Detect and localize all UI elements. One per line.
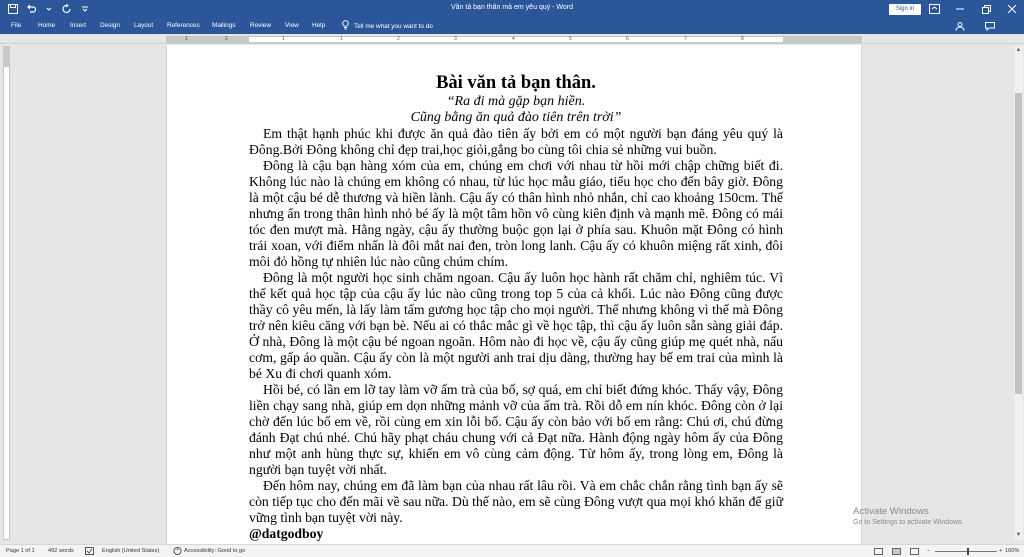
lightbulb-icon: [342, 20, 349, 32]
tab-references[interactable]: References: [167, 22, 200, 29]
minimize-icon[interactable]: [954, 2, 966, 16]
activate-windows-title: Activate Windows: [853, 506, 929, 517]
activate-windows-hint: Go to Settings to activate Windows.: [853, 519, 964, 526]
tell-me-label: Tell me what you want to do: [354, 22, 433, 30]
ruler-mark: 3: [454, 36, 457, 42]
read-mode-icon[interactable]: [874, 548, 883, 555]
ruler-mark: 1: [340, 36, 343, 42]
zoom-slider[interactable]: [935, 551, 997, 552]
scrollbar-thumb[interactable]: [1015, 93, 1022, 394]
ruler-left-margin: [167, 37, 249, 42]
window-controls: [928, 2, 1018, 16]
accessibility-icon: [173, 547, 182, 557]
ruler-mark: 2: [397, 36, 400, 42]
comments-icon[interactable]: [983, 20, 997, 33]
tab-design[interactable]: Design: [100, 22, 120, 29]
web-layout-icon[interactable]: [910, 548, 919, 555]
vertical-ruler[interactable]: [3, 46, 10, 540]
ruler-mark: 8: [741, 36, 744, 42]
paragraph: Đông là cậu bạn hàng xóm của em, chúng em chơi với nhau từ hồi mới chập chững biết đi. Không lúc nào là chúng em không có nhau, từ lúc học mẫu giáo, tiểu học cho đến bây giờ. Đông là một cậu bé dễ thương và hiền lành. Cậu ấy có thân hình nhỏ nhắn, chỉ cao khoảng 150cm. Thế nhưng ẩn trong thân hình nhỏ bé ấy là một tâm hồn vô cùng kiên định và mạnh mẽ. Đông có mái tóc đen mượt mà. Hằng ngày, cậu ấy thường buộc gọn lại ở phía sau. Khuôn mặt Đông có hình trái xoan, với điểm nhấn là đôi mắt nai đen, tròn long lanh. Cậu ấy có khuôn miệng rất xinh, đôi môi đỏ hồng tự nhiên lúc nào cũng chúm chím.: [249, 158, 783, 269]
ruler-mark: 5: [569, 36, 572, 42]
zoom-in-icon[interactable]: +: [999, 548, 1003, 554]
vertical-scrollbar[interactable]: [1014, 46, 1023, 540]
document-page[interactable]: [166, 45, 862, 544]
accessibility-status[interactable]: Accessibility: Good to go: [184, 548, 246, 554]
tab-home[interactable]: Home: [38, 22, 56, 29]
zoom-out-icon[interactable]: −: [927, 548, 931, 554]
quote-line: Cũng bằng ăn quả đào tiên trên trời”: [410, 110, 622, 125]
ruler-mark: 1: [282, 36, 285, 42]
close-icon[interactable]: [1006, 2, 1018, 16]
quote-line: “Ra đi mà gặp bạn hiền.: [446, 94, 586, 109]
paragraph: Đông là một người học sinh chăm ngoan. Cậu ấy luôn học hành rất chăm chỉ, nghiêm túc. Vì thế kết quả học tập của cậu ấy lúc nào cũng trong top 5 của cả khối. Lúc nào Đông cũng được thầy cô yêu mến, là lấy làm tấm gương học tập cho mọi người. Thế nhưng không vì thế mà Đông trở nên kiêu căng với bạn bè. Nếu ai có thắc mắc gì về học tập, thì cậu ấy luôn sẵn sàng giải đáp. Ở nhà, Đông là một cậu bé ngoan ngoãn. Hôm nào đi học về, cậu ấy cũng giúp mẹ quét nhà, nấu cơm, gấp áo quần. Cậu ấy còn là một người anh trai dịu dàng, thường hay bế em trai của mình là bé Xu đi chơi quanh xóm.: [249, 270, 783, 381]
word-count[interactable]: 492 words: [48, 548, 74, 554]
ruler-mark: 4: [512, 36, 515, 42]
tab-insert[interactable]: Insert: [70, 22, 86, 29]
paragraph: Em thật hạnh phúc khi được ăn quả đào tiên ấy bởi em có một người bạn đáng yêu quý là Đông.Bởi Đông không chỉ đẹp trai,học giỏi,gắng bo cùng tôi chia sẻ những vui buồn.: [249, 126, 783, 157]
page-count[interactable]: Page 1 of 1: [6, 548, 35, 554]
ruler-mark: 7: [684, 36, 687, 42]
paragraph: Đến hôm nay, chúng em đã làm bạn của nhau rất lâu rồi. Và em chắc chắn rằng tình bạn ấy sẽ còn tiếp tục cho đến mãi về sau nữa. Dù thế nào, em sẽ cùng Đông vượt qua mọi khó khăn để giữ vững tình bạn tuyệt vời này.: [249, 478, 783, 525]
scroll-up-icon[interactable]: ▲: [1015, 47, 1022, 53]
ruler-mark: 1: [185, 36, 188, 42]
paragraph: Hồi bé, có lần em lỡ tay làm vỡ ấm trà của bố, sợ quá, em chỉ biết đứng khóc. Thấy vậy, Đông liền chạy sang nhà, giúp em dọn những mảnh vỡ của ấm trà. Rồi dỗ em nín khóc. Đông còn ở lại chờ đến lúc bố em về, rồi cùng em xin lỗi bố. Cậu ấy còn bảo với bố em rằng: Chú ơi, chú đừng đánh Đạt chú nhé. Chú hãy phạt cháu chung với cả Đạt nữa. Hành động ngày hôm ấy của Đông như một anh hùng thực sự, khiến em vô cùng cảm động. Từ hôm ấy, trong lòng em, Đông là người bạn tuyệt vời nhất.: [249, 382, 783, 477]
proofing-icon[interactable]: [85, 547, 94, 557]
status-bar: [0, 544, 1024, 557]
ruler-mark: 6: [626, 36, 629, 42]
essay-title: Bài văn tả bạn thân.: [436, 73, 596, 93]
signature: @datgodboy: [249, 526, 324, 541]
restore-icon[interactable]: [980, 2, 992, 16]
print-layout-icon[interactable]: [892, 548, 901, 555]
scroll-down-icon[interactable]: ▼: [1015, 532, 1022, 538]
tab-file[interactable]: File: [11, 22, 22, 29]
tab-layout[interactable]: Layout: [134, 22, 154, 29]
tab-view[interactable]: View: [285, 22, 299, 29]
ribbon-display-options-icon[interactable]: [928, 2, 940, 16]
zoom-level[interactable]: 160%: [1005, 548, 1020, 554]
tell-me-search[interactable]: [342, 20, 433, 32]
tab-mailings[interactable]: Mailings: [212, 22, 236, 29]
horizontal-ruler[interactable]: [166, 36, 862, 43]
language-indicator[interactable]: English (United States): [102, 548, 160, 554]
vertical-ruler-top-margin: [4, 47, 9, 67]
ribbon-tabs: [0, 19, 1024, 34]
horizontal-ruler-area: [0, 34, 1024, 44]
sign-in-button[interactable]: Sign in: [889, 4, 921, 15]
document-title: Văn tả bạn thân mà em yêu quý - Word: [450, 4, 574, 11]
ruler-right-margin: [783, 37, 862, 42]
share-icon[interactable]: [953, 20, 967, 33]
zoom-slider-thumb[interactable]: [967, 548, 969, 555]
activate-windows-watermark: [853, 506, 964, 528]
title-bar: [0, 0, 1024, 19]
tab-help[interactable]: Help: [312, 22, 326, 29]
tab-review[interactable]: Review: [250, 22, 271, 29]
ruler-mark: 2: [225, 36, 228, 42]
document-body[interactable]: [249, 72, 783, 542]
